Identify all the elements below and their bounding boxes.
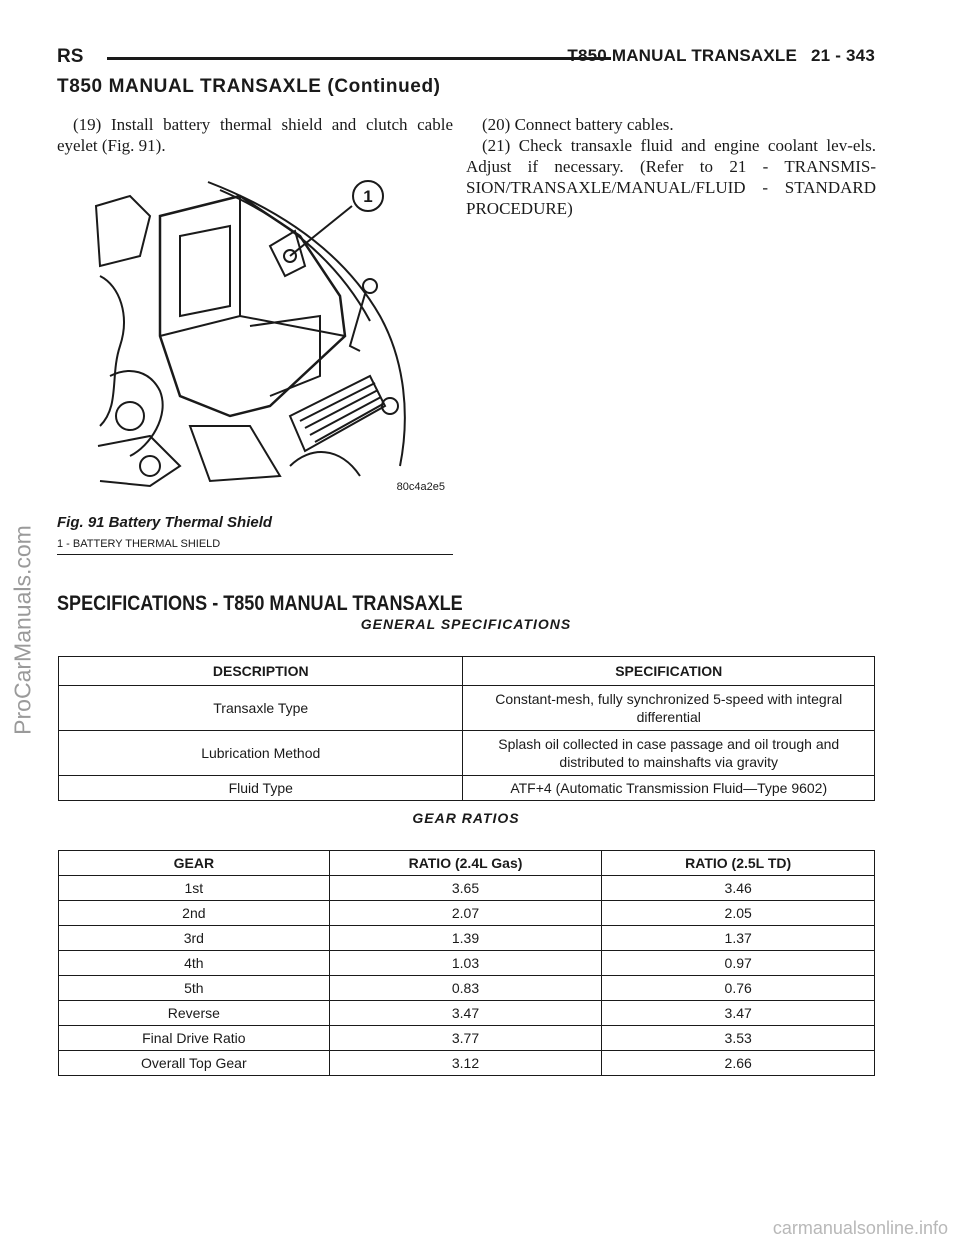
step-20: (20) Connect battery cables. [482, 115, 674, 134]
table-cell: 1st [59, 876, 330, 901]
table-cell: 3.65 [329, 876, 602, 901]
table-cell: 2.05 [602, 901, 875, 926]
header-title-block [567, 46, 875, 66]
table-cell: 2.66 [602, 1051, 875, 1076]
table-row [59, 1026, 875, 1051]
table-cell: Constant-mesh, fully synchronized 5-speed with integral differential [463, 686, 875, 731]
page-header [57, 42, 875, 70]
figure-battery-thermal-shield [90, 176, 450, 498]
table-cell: 3.12 [329, 1051, 602, 1076]
table-cell: 1.39 [329, 926, 602, 951]
header-title: T850 MANUAL TRANSAXLE [567, 46, 798, 65]
column-header: RATIO (2.4L Gas) [329, 851, 602, 876]
table-row [59, 1051, 875, 1076]
table-cell: 3.47 [602, 1001, 875, 1026]
table-cell: Reverse [59, 1001, 330, 1026]
figure-legend-rule [57, 554, 453, 555]
table-cell: Transaxle Type [59, 686, 463, 731]
table-row [59, 876, 875, 901]
table-cell: 1.03 [329, 951, 602, 976]
bottom-watermark: carmanualsonline.info [772, 1218, 948, 1238]
table-header-row [59, 851, 875, 876]
table-cell: Final Drive Ratio [59, 1026, 330, 1051]
table-cell: 2.07 [329, 901, 602, 926]
table-row [59, 926, 875, 951]
table-cell: 3.47 [329, 1001, 602, 1026]
table-cell: 5th [59, 976, 330, 1001]
table-row [59, 901, 875, 926]
side-watermark [8, 525, 38, 735]
column-header: SPECIFICATION [463, 657, 875, 686]
table-cell: Splash oil collected in case passage and oil trough and distributed to mainshafts via gravity [463, 731, 875, 776]
table-row [59, 1001, 875, 1026]
table-cell: Overall Top Gear [59, 1051, 330, 1076]
figure-code: 80c4a2e5 [396, 481, 445, 493]
figure-legend: 1 - BATTERY THERMAL SHIELD [57, 538, 221, 550]
table-cell: 0.97 [602, 951, 875, 976]
table-row [59, 976, 875, 1001]
callout-number: 1 [363, 187, 373, 206]
gear-ratios-table [58, 850, 875, 1076]
gear-ratios-title: GEAR RATIOS [412, 810, 520, 826]
table-cell: 0.76 [602, 976, 875, 1001]
table-row [59, 951, 875, 976]
left-column [57, 114, 453, 156]
table-cell: 3.46 [602, 876, 875, 901]
table-cell: 3rd [59, 926, 330, 951]
table-cell: 2nd [59, 901, 330, 926]
column-header: RATIO (2.5L TD) [602, 851, 875, 876]
table-row [59, 686, 875, 731]
column-header: DESCRIPTION [59, 657, 463, 686]
section-continued-heading: T850 MANUAL TRANSAXLE (Continued) [57, 76, 441, 97]
side-watermark-text: ProCarManuals.com [9, 525, 36, 735]
header-page-number: 21 - 343 [811, 46, 875, 65]
table-cell: Fluid Type [59, 776, 463, 801]
table-row [59, 731, 875, 776]
header-rule [107, 57, 611, 60]
general-specs-title: GENERAL SPECIFICATIONS [360, 616, 572, 632]
header-section-code: RS [57, 46, 84, 67]
right-column [466, 114, 876, 219]
table-cell: Lubrication Method [59, 731, 463, 776]
table-cell: 1.37 [602, 926, 875, 951]
table-header-row [59, 657, 875, 686]
table-cell: 3.53 [602, 1026, 875, 1051]
column-header: GEAR [59, 851, 330, 876]
table-cell: 0.83 [329, 976, 602, 1001]
step-21: (21) Check transaxle fluid and engine coolant lev-els. Adjust if necessary. (Refer to 21 - TRANSMIS-SION/TRANSAXLE/MANUAL/FLUID - STANDARD PROCEDURE) [466, 136, 876, 218]
figure-caption: Fig. 91 Battery Thermal Shield [57, 514, 273, 531]
general-specs-table [58, 656, 875, 801]
step-19: (19) Install battery thermal shield and clutch cable eyelet (Fig. 91). [57, 115, 453, 155]
table-cell: 4th [59, 951, 330, 976]
table-cell: 3.77 [329, 1026, 602, 1051]
table-row [59, 776, 875, 801]
table-cell: ATF+4 (Automatic Transmission Fluid—Type 9602) [463, 776, 875, 801]
specifications-heading: SPECIFICATIONS - T850 MANUAL TRANSAXLE [57, 592, 463, 615]
engine-bay-illustration [90, 176, 450, 498]
